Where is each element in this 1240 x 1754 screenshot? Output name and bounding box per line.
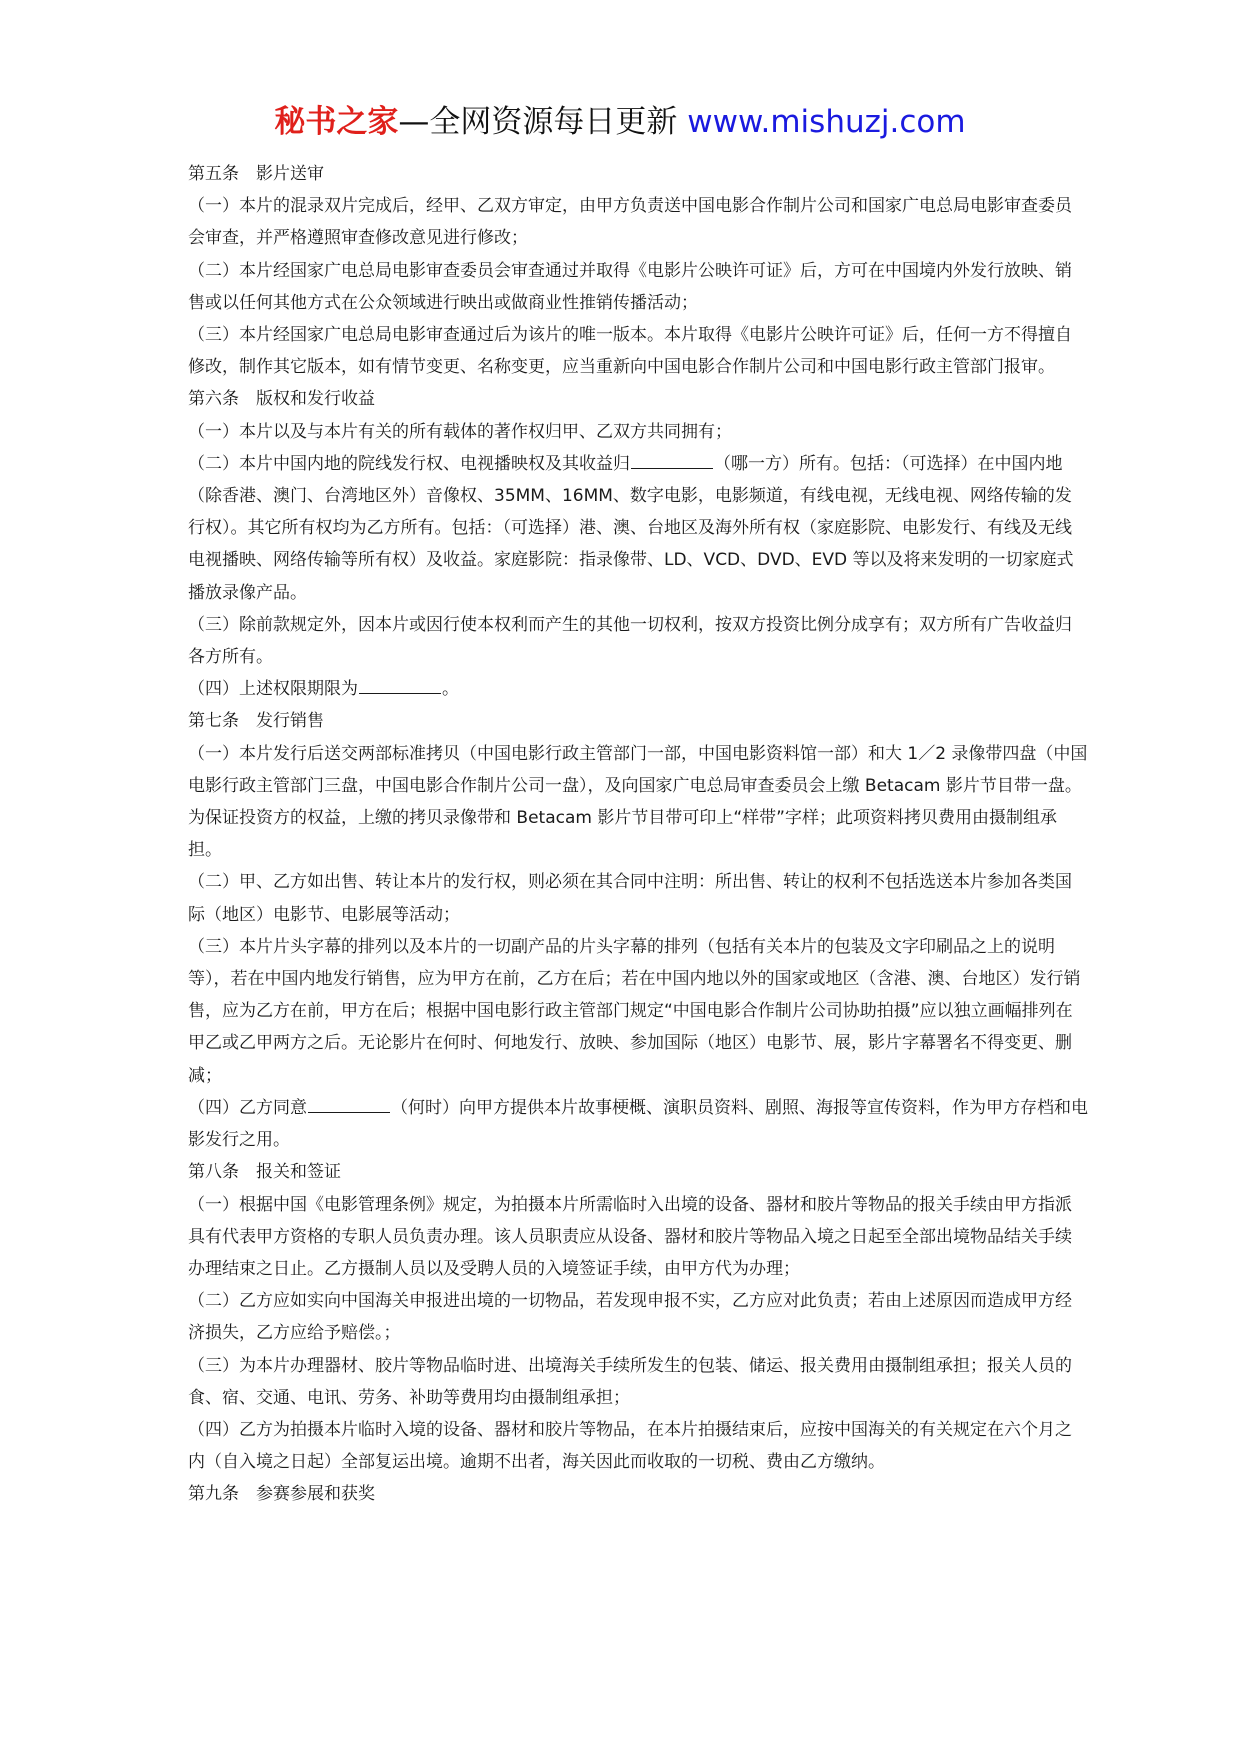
article-6-clause-2 (188, 448, 1088, 609)
clause-text: （何时）向甲方提供本片故事梗概、演职员资料、剧照、海报等宣传资料，作为甲方存档和电影发行之用。 (188, 1097, 1088, 1151)
article-8-title: 第八条 报关和签证 (188, 1162, 341, 1183)
article-5-clause-1: （一）本片的混录双片完成后，经甲、乙双方审定，由甲方负责送中国电影合作制片公司和国家广电总局电影审查委员会审查，并严格遵照审查修改意见进行修改； (188, 196, 1072, 249)
header-tagline: —全网资源每日更新 (398, 104, 688, 140)
clause-text: （四）上述权限期限为 (188, 679, 358, 700)
fill-in-blank[interactable] (359, 674, 441, 694)
article-6-title: 第六条 版权和发行收益 (188, 389, 375, 410)
fill-in-blank[interactable] (631, 449, 713, 469)
article-8-clause-3: （三）为本片办理器材、胶片等物品临时进、出境海关手续所发生的包装、储运、报关费用由摄制组承担；报关人员的食、宿、交通、电讯、劳务、补助等费用均由摄制组承担； (188, 1355, 1072, 1408)
article-5-title: 第五条 影片送审 (188, 164, 324, 184)
article-6-clause-3: （三）除前款规定外，因本片或因行使本权利而产生的其他一切权利，按双方投资比例分成享有；双方所有广告收益归各方所有。 (188, 614, 1072, 668)
site-url[interactable]: www.mishuzj.com (687, 104, 966, 140)
article-5-clause-2: （二）本片经国家广电总局电影审查委员会审查通过并取得《电影片公映许可证》后，方可在中国境内外发行放映、销售或以任何其他方式在公众领域进行映出或做商业性推销传播活动； (188, 260, 1072, 313)
article-6-clause-1: （一）本片以及与本片有关的所有载体的著作权归甲、乙双方共同拥有； (188, 421, 732, 442)
article-9-title: 第九条 参赛参展和获奖 (188, 1484, 375, 1505)
document-body (188, 158, 1088, 1511)
article-7-clause-1: （一）本片发行后送交两部标准拷贝（中国电影行政主管部门一部，中国电影资料馆一部）和大 1／2 录像带四盘（中国电影行政主管部门三盘，中国电影合作制片公司一盘），及向国家广电总局审查委员会上缴 Betacam 影片节目带一盘。为保证投资方的权益，上缴的拷贝录像带和 Betacam 影片节目带可印上“样带”字样；此项资料拷贝费用由摄制组承担。 (188, 743, 1088, 861)
article-7-clause-4 (188, 1092, 1088, 1156)
article-8-clause-4: （四）乙方为拍摄本片临时入境的设备、器材和胶片等物品，在本片拍摄结束后，应按中国海关的有关规定在六个月之内（自入境之日起）全部复运出境。逾期不出者，海关因此而收取的一切税、费由乙方缴纳。 (188, 1419, 1072, 1473)
article-5-clause-3: （三）本片经国家广电总局电影审查通过后为该片的唯一版本。本片取得《电影片公映许可证》后，任何一方不得擅自修改，制作其它版本，如有情节变更、名称变更，应当重新向中国电影合作制片公司和中国电影行政主管部门报审。 (188, 325, 1072, 378)
article-8-clause-1: （一）根据中国《电影管理条例》规定，为拍摄本片所需临时入出境的设备、器材和胶片等物品的报关手续由甲方指派具有代表甲方资格的专职人员负责办理。该人员职责应从设备、器材和胶片等物品入境之日起至全部出境物品结关手续办理结束之日止。乙方摄制人员以及受聘人员的入境签证手续，由甲方代为办理； (188, 1194, 1072, 1279)
article-8-clause-2: （二）乙方应如实向中国海关申报进出境的一切物品，若发现申报不实，乙方应对此负责；若由上述原因而造成甲方经济损失，乙方应给予赔偿。； (188, 1291, 1072, 1344)
article-7-title: 第七条 发行销售 (188, 711, 324, 732)
article-6-clause-4 (188, 673, 1088, 705)
site-header (0, 100, 1240, 144)
clause-text: （哪一方）所有。包括：（可选择）在中国内地（除香港、澳门、台湾地区外）音像权、35MM、16MM、数字电影，电影频道，有线电视，无线电视、网络传输的发行权）。其它所有权均为乙方所有。包括：（可选择）港、澳、台地区及海外所有权（家庭影院、电影发行、有线及无线电视播映、网络传输等所有权）及收益。家庭影院：指录像带、LD、VCD、DVD、EVD 等以及将来发明的一切家庭式播放录像产品。 (188, 453, 1074, 603)
clause-text: （四）乙方同意 (188, 1097, 307, 1118)
article-7-clause-3: （三）本片片头字幕的排列以及本片的一切副产品的片头字幕的排列（包括有关本片的包装及文字印刷品之上的说明等），若在中国内地发行销售，应为甲方在前，乙方在后；若在中国内地以外的国家或地区（含港、澳、台地区）发行销售，应为乙方在前，甲方在后；根据中国电影行政主管部门规定“中国电影合作制片公司协助拍摄”应以独立画幅排列在甲乙或乙甲两方之后。无论影片在何时、何地发行、放映、参加国际（地区）电影节、展，影片字幕署名不得变更、删减； (188, 936, 1081, 1086)
clause-text: 。 (442, 679, 459, 700)
fill-in-blank[interactable] (308, 1093, 390, 1113)
brand-name: 秘书之家 (274, 104, 399, 140)
article-7-clause-2: （二）甲、乙方如出售、转让本片的发行权，则必须在其合同中注明：所出售、转让的权利不包括选送本片参加各类国际（地区）电影节、电影展等活动； (188, 872, 1072, 925)
clause-text: （二）本片中国内地的院线发行权、电视播映权及其收益归 (188, 453, 630, 474)
